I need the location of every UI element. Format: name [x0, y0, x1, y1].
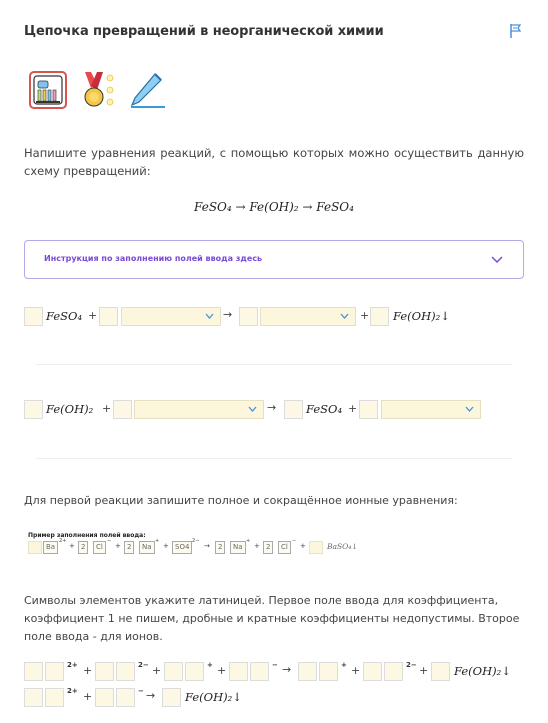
- ion-input[interactable]: [384, 662, 403, 681]
- chevron-down-icon: [465, 406, 474, 413]
- example-arrow: →: [204, 542, 210, 550]
- substance-select[interactable]: [381, 400, 481, 419]
- report-flag-icon[interactable]: [509, 23, 523, 39]
- example-coefficient: 2: [263, 541, 273, 554]
- example-label: Пример заполнения полей ввода:: [28, 532, 146, 539]
- coefficient-input[interactable]: [24, 400, 43, 419]
- example-plus: +: [300, 542, 306, 550]
- coefficient-input[interactable]: [162, 688, 181, 707]
- ion-input[interactable]: [116, 688, 135, 707]
- pencil-icon: [127, 70, 167, 110]
- example-charge: −: [292, 538, 297, 544]
- instruction-label: Инструкция по заполнению полей ввода здесь: [44, 254, 263, 263]
- example-plus: +: [163, 542, 169, 550]
- coefficient-input[interactable]: [95, 662, 114, 681]
- plus-sign: +: [348, 402, 358, 415]
- ionic-instruction: Для первой реакции запишите полное и сокращённое ионные уравнения:: [24, 494, 458, 507]
- plus-sign: +: [217, 664, 227, 677]
- ion-input[interactable]: [319, 662, 338, 681]
- plus-sign: +: [419, 664, 429, 677]
- ion-input[interactable]: [185, 662, 204, 681]
- example-coefficient: 2: [78, 541, 88, 554]
- example-coefficient: 2: [215, 541, 225, 554]
- example-coefficient: 2: [124, 541, 134, 554]
- chevron-down-icon: [340, 313, 349, 320]
- coefficient-input[interactable]: [363, 662, 382, 681]
- coefficient-input[interactable]: [431, 662, 450, 681]
- ion-input[interactable]: [116, 662, 135, 681]
- coefficient-input[interactable]: [298, 662, 317, 681]
- instruction-dropdown[interactable]: [24, 240, 524, 279]
- product-formula: Fe(OH)₂↓: [185, 690, 242, 704]
- reaction-arrow: →: [267, 401, 277, 414]
- reaction-scheme: FeSO₄ → Fe(OH)₂ → FeSO₄: [194, 200, 354, 214]
- task-text: Напишите уравнения реакций, с помощью которых можно осуществить данную схему превращений:: [24, 146, 524, 178]
- ion-input[interactable]: [45, 688, 64, 707]
- example-charge: −: [107, 538, 112, 544]
- chevron-down-icon: [491, 254, 503, 264]
- plus-sign: +: [360, 309, 370, 322]
- divider: [36, 364, 512, 365]
- ion-charge: −: [272, 661, 278, 669]
- chemistry-lab-icon: [28, 70, 68, 110]
- coefficient-input[interactable]: [95, 688, 114, 707]
- example-charge: 2−: [192, 538, 200, 544]
- coefficient-input[interactable]: [113, 400, 132, 419]
- example-empty-field: [28, 541, 42, 554]
- substance-select[interactable]: [121, 307, 221, 326]
- plus-sign: +: [102, 402, 112, 415]
- example-ion: Ba: [43, 541, 58, 554]
- ion-charge: +: [207, 661, 213, 669]
- example-plus: +: [115, 542, 121, 550]
- product-formula: Fe(OH)₂↓: [393, 309, 450, 323]
- ion-input[interactable]: [45, 662, 64, 681]
- medal-icon: [77, 70, 117, 110]
- coefficient-input[interactable]: [99, 307, 118, 326]
- coefficient-input[interactable]: [164, 662, 183, 681]
- example-charge: 2+: [59, 538, 67, 544]
- coefficient-input[interactable]: [284, 400, 303, 419]
- product-formula: Fe(OH)₂↓: [454, 664, 511, 678]
- plus-sign: +: [88, 309, 98, 322]
- reaction-arrow: →: [223, 308, 233, 321]
- example-ion: Cl: [93, 541, 106, 554]
- reaction-arrow: →: [282, 663, 292, 676]
- example-product: BaSO₄↓: [327, 542, 358, 551]
- rules-text: Символы элементов укажите латиницей. Первое поле ввода для коэффициента, коэффициент 1 не пишем, дробные и кратные коэффициенты недопустимы. Второе поле ввода - для ионов.: [24, 594, 520, 643]
- ion-charge: +: [341, 661, 347, 669]
- example-charge: +: [155, 538, 160, 544]
- coefficient-input[interactable]: [229, 662, 248, 681]
- chevron-down-icon: [205, 313, 214, 320]
- coefficient-input[interactable]: [24, 662, 43, 681]
- plus-sign: +: [83, 690, 93, 703]
- ion-input[interactable]: [250, 662, 269, 681]
- ion-charge: 2+: [67, 661, 78, 669]
- plus-sign: +: [351, 664, 361, 677]
- example-ion: Na: [230, 541, 246, 554]
- example-ion: Na: [139, 541, 155, 554]
- ion-charge: 2−: [138, 661, 149, 669]
- product-formula: FeSO₄: [306, 402, 343, 416]
- coefficient-input[interactable]: [24, 688, 43, 707]
- example-ion: Cl: [278, 541, 291, 554]
- reactant-formula: Fe(OH)₂: [46, 402, 94, 416]
- divider: [36, 458, 512, 459]
- example-plus: +: [69, 542, 75, 550]
- coefficient-input[interactable]: [359, 400, 378, 419]
- chevron-down-icon: [248, 406, 257, 413]
- coefficient-input[interactable]: [239, 307, 258, 326]
- example-plus: +: [254, 542, 260, 550]
- reaction-arrow: →: [146, 689, 156, 702]
- example-ion: SO4: [172, 541, 192, 554]
- coefficient-input[interactable]: [370, 307, 389, 326]
- reactant-formula: FeSO₄: [46, 309, 83, 323]
- example-charge: +: [246, 538, 251, 544]
- substance-select[interactable]: [134, 400, 264, 419]
- ion-charge: 2+: [67, 687, 78, 695]
- page-title: Цепочка превращений в неорганической химии: [24, 24, 384, 39]
- ion-charge: −: [138, 687, 144, 695]
- plus-sign: +: [152, 664, 162, 677]
- ion-charge: 2−: [406, 661, 417, 669]
- coefficient-input[interactable]: [24, 307, 43, 326]
- substance-select[interactable]: [260, 307, 356, 326]
- plus-sign: +: [83, 664, 93, 677]
- example-empty-field: [309, 541, 323, 554]
